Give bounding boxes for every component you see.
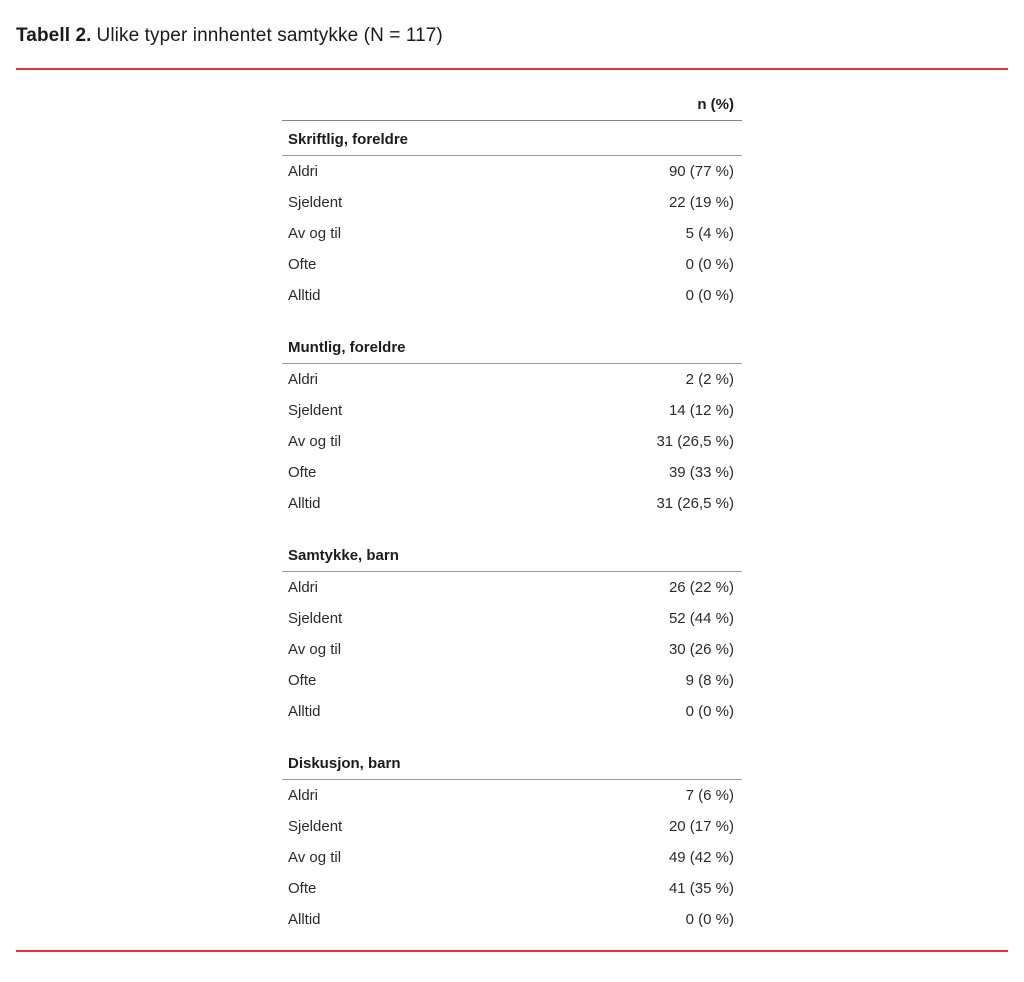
table-row bbox=[282, 218, 742, 249]
row-value: 0 (0 %) bbox=[685, 703, 734, 720]
value-column-header: n (%) bbox=[282, 96, 742, 121]
row-label: Ofte bbox=[288, 464, 317, 481]
table-caption bbox=[16, 0, 1008, 47]
table-row bbox=[282, 842, 742, 873]
row-label: Av og til bbox=[288, 225, 342, 242]
row-label: Sjeldent bbox=[288, 194, 343, 211]
bottom-divider-rule bbox=[16, 950, 1008, 952]
row-label: Av og til bbox=[288, 849, 342, 866]
row-value: 90 (77 %) bbox=[668, 163, 734, 180]
row-value: 2 (2 %) bbox=[685, 371, 734, 388]
row-value: 31 (26,5 %) bbox=[656, 433, 734, 450]
table-row bbox=[282, 873, 742, 904]
section-header: Diskusjon, barn bbox=[282, 745, 742, 780]
row-value: 52 (44 %) bbox=[668, 610, 734, 627]
table-row bbox=[282, 156, 742, 187]
row-label: Alltid bbox=[288, 287, 321, 304]
section-header: Muntlig, foreldre bbox=[282, 329, 742, 364]
row-label: Aldri bbox=[288, 371, 319, 388]
row-label: Sjeldent bbox=[288, 610, 343, 627]
table-row bbox=[282, 364, 742, 395]
row-value: 22 (19 %) bbox=[668, 194, 734, 211]
row-value: 49 (42 %) bbox=[668, 849, 734, 866]
row-label: Alltid bbox=[288, 495, 321, 512]
row-value: 5 (4 %) bbox=[685, 225, 734, 242]
row-value: 39 (33 %) bbox=[668, 464, 734, 481]
row-label: Aldri bbox=[288, 579, 319, 596]
row-label: Aldri bbox=[288, 787, 319, 804]
table-section-muntlig-foreldre bbox=[282, 329, 742, 519]
table-row bbox=[282, 280, 742, 311]
table-section-skriftlig-foreldre bbox=[282, 121, 742, 311]
row-label: Ofte bbox=[288, 256, 317, 273]
row-value: 14 (12 %) bbox=[668, 402, 734, 419]
table-row bbox=[282, 187, 742, 218]
table-row bbox=[282, 904, 742, 935]
table-row bbox=[282, 603, 742, 634]
table-section-samtykke-barn bbox=[282, 537, 742, 727]
section-header: Samtykke, barn bbox=[282, 537, 742, 572]
row-label: Ofte bbox=[288, 880, 317, 897]
table-row bbox=[282, 811, 742, 842]
table-row bbox=[282, 457, 742, 488]
table-row bbox=[282, 572, 742, 603]
row-label: Alltid bbox=[288, 911, 321, 928]
row-value: 9 (8 %) bbox=[685, 672, 734, 689]
top-divider-rule bbox=[16, 68, 1008, 70]
row-value: 20 (17 %) bbox=[668, 818, 734, 835]
table-caption-text: Ulike typer innhentet samtykke (N = 117) bbox=[96, 25, 443, 46]
consent-table bbox=[282, 96, 742, 935]
table-row bbox=[282, 249, 742, 280]
row-value: 26 (22 %) bbox=[668, 579, 734, 596]
row-label: Alltid bbox=[288, 703, 321, 720]
table-caption-number: Tabell 2. bbox=[16, 25, 92, 46]
table-row bbox=[282, 780, 742, 811]
row-value: 0 (0 %) bbox=[685, 287, 734, 304]
row-label: Sjeldent bbox=[288, 818, 343, 835]
row-value: 7 (6 %) bbox=[685, 787, 734, 804]
table-row bbox=[282, 634, 742, 665]
row-label: Sjeldent bbox=[288, 402, 343, 419]
row-value: 41 (35 %) bbox=[668, 880, 734, 897]
row-value: 31 (26,5 %) bbox=[656, 495, 734, 512]
row-label: Aldri bbox=[288, 163, 319, 180]
row-label: Av og til bbox=[288, 641, 342, 658]
row-label: Av og til bbox=[288, 433, 342, 450]
table-row bbox=[282, 426, 742, 457]
table-row bbox=[282, 488, 742, 519]
table-section-diskusjon-barn bbox=[282, 745, 742, 935]
row-label: Ofte bbox=[288, 672, 317, 689]
row-value: 0 (0 %) bbox=[685, 256, 734, 273]
table-row bbox=[282, 395, 742, 426]
row-value: 0 (0 %) bbox=[685, 911, 734, 928]
row-value: 30 (26 %) bbox=[668, 641, 734, 658]
table-row bbox=[282, 696, 742, 727]
section-header: Skriftlig, foreldre bbox=[282, 121, 742, 156]
table-row bbox=[282, 665, 742, 696]
